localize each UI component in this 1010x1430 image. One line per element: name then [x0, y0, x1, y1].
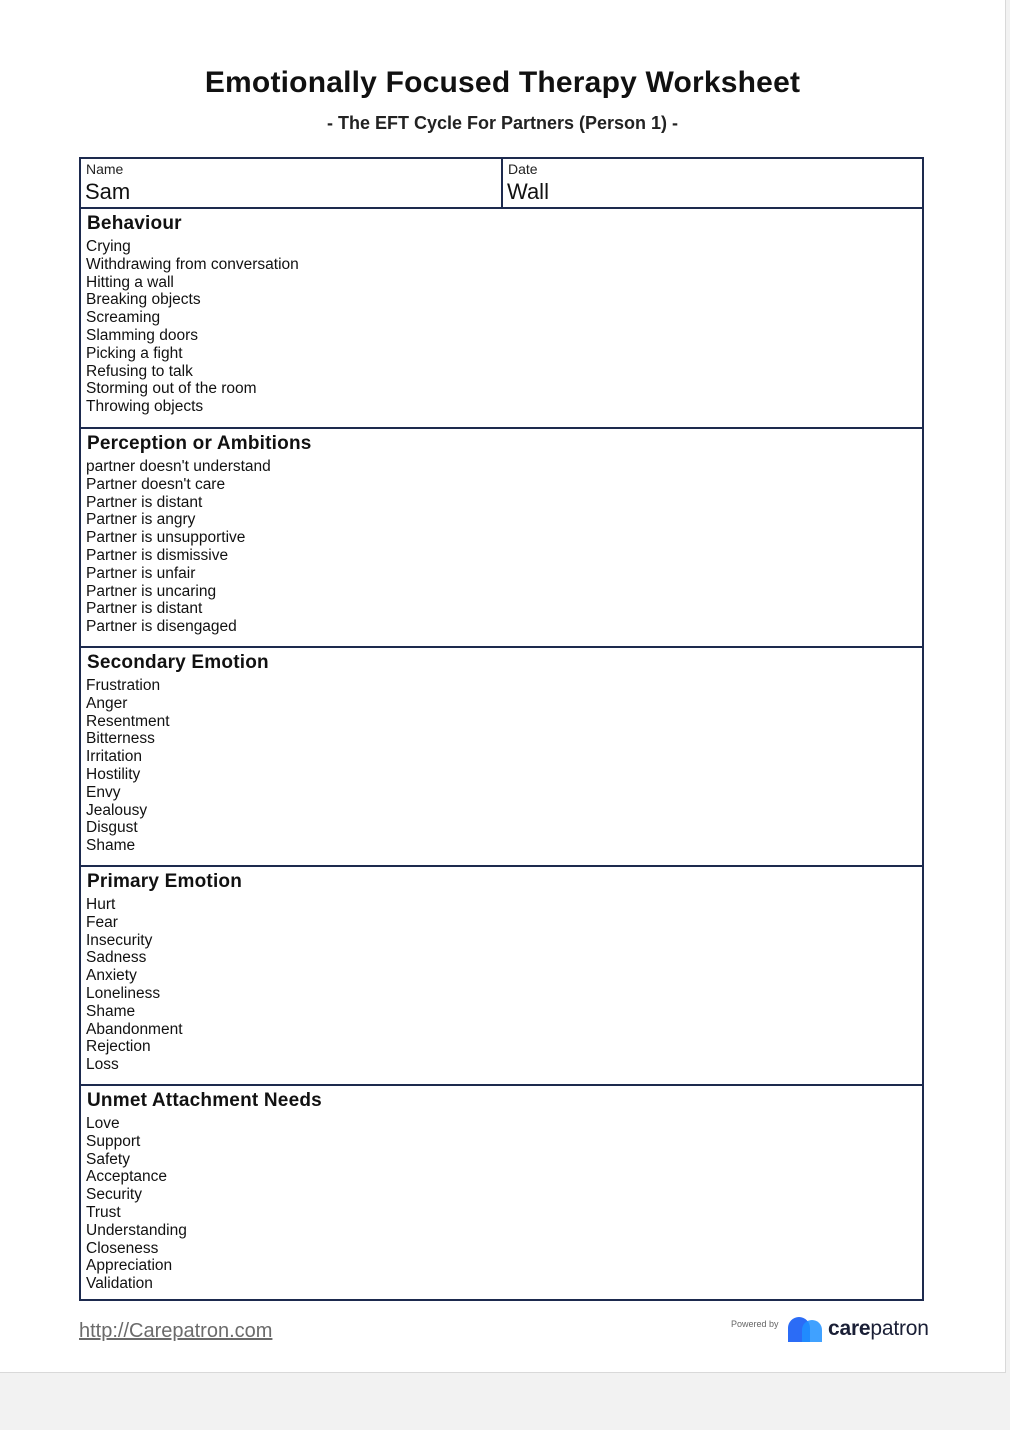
date-value[interactable]: Wall: [507, 179, 549, 204]
date-label: Date: [508, 161, 538, 177]
list-item: Closeness: [86, 1239, 159, 1257]
list-item: Storming out of the room: [86, 380, 257, 398]
list-item: Jealousy: [86, 801, 148, 819]
list-item: Screaming: [86, 309, 161, 327]
list-item: Rejection: [86, 1038, 151, 1056]
list-item: Bitterness: [86, 730, 155, 748]
list-item: Acceptance: [86, 1168, 167, 1186]
section-title: Unmet Attachment Needs: [87, 1090, 322, 1111]
list-item: partner doesn't understand: [86, 458, 271, 475]
list-item: Love: [86, 1115, 120, 1132]
list-item: Support: [86, 1132, 141, 1150]
list-item: Anger: [86, 694, 128, 712]
list-item: Understanding: [86, 1221, 187, 1239]
section-unmet-needs: [81, 1086, 922, 1299]
section-list: [86, 677, 170, 855]
list-item: Loss: [86, 1056, 119, 1074]
list-item: Abandonment: [86, 1020, 183, 1038]
list-item: Refusing to talk: [86, 362, 193, 380]
section-list: [86, 896, 183, 1074]
list-item: Partner doesn't care: [86, 475, 226, 493]
list-item: Disgust: [86, 819, 138, 837]
section-title: Behaviour: [87, 213, 182, 234]
list-item: Throwing objects: [86, 398, 204, 416]
list-item: Picking a fight: [86, 344, 183, 362]
list-item: Safety: [86, 1150, 130, 1168]
date-field[interactable]: [503, 159, 924, 209]
list-item: Partner is disengaged: [86, 618, 237, 636]
section-title: Secondary Emotion: [87, 652, 269, 673]
list-item: Appreciation: [86, 1257, 173, 1275]
carepatron-logo-icon: [785, 1314, 825, 1344]
section-list: [86, 458, 271, 636]
list-item: Hostility: [86, 765, 141, 783]
section-list: [86, 1115, 187, 1293]
list-item: Hitting a wall: [86, 273, 174, 291]
list-item: Partner is distant: [86, 493, 203, 511]
list-item: Envy: [86, 783, 121, 801]
list-item: Fear: [86, 913, 118, 931]
list-item: Breaking objects: [86, 291, 201, 309]
list-item: Resentment: [86, 712, 170, 730]
list-item: Hurt: [86, 896, 116, 913]
section-title: Perception or Ambitions: [87, 433, 312, 454]
list-item: Validation: [86, 1275, 153, 1293]
list-item: Partner is angry: [86, 511, 196, 529]
list-item: Sadness: [86, 949, 147, 967]
page-subtitle: - The EFT Cycle For Partners (Person 1) -: [326, 113, 679, 133]
list-item: Shame: [86, 1002, 136, 1020]
list-item: Anxiety: [86, 967, 137, 985]
list-item: Trust: [86, 1203, 121, 1221]
page-title: Emotionally Focused Therapy Worksheet: [204, 66, 801, 99]
name-value[interactable]: Sam: [85, 179, 131, 204]
list-item: Frustration: [86, 677, 161, 694]
list-item: Slamming doors: [86, 326, 198, 344]
list-item: Shame: [86, 837, 136, 855]
list-item: Partner is distant: [86, 600, 203, 618]
section-perception: [81, 429, 922, 648]
name-field[interactable]: [81, 159, 503, 209]
list-item: Irritation: [86, 748, 142, 766]
list-item: Withdrawing from conversation: [86, 255, 299, 273]
carepatron-logo: [785, 1314, 929, 1344]
carepatron-link[interactable]: http://Carepatron.com: [79, 1320, 273, 1342]
list-item: Insecurity: [86, 931, 153, 949]
section-title: Primary Emotion: [87, 871, 243, 892]
list-item: Partner is uncaring: [86, 582, 217, 600]
section-secondary-emotion: [81, 648, 922, 867]
section-list: [86, 238, 299, 416]
name-label: Name: [86, 161, 124, 177]
list-item: Partner is unfair: [86, 564, 196, 582]
worksheet-form: [79, 157, 924, 1301]
section-primary-emotion: [81, 867, 922, 1086]
list-item: Loneliness: [86, 984, 161, 1002]
list-item: Security: [86, 1186, 142, 1204]
section-behaviour: [81, 209, 922, 429]
powered-by-label: Powered by: [731, 1319, 779, 1329]
brand-wordmark: carepatron: [828, 1317, 929, 1340]
list-item: Partner is dismissive: [86, 546, 229, 564]
list-item: Crying: [86, 238, 131, 255]
list-item: Partner is unsupportive: [86, 529, 246, 547]
